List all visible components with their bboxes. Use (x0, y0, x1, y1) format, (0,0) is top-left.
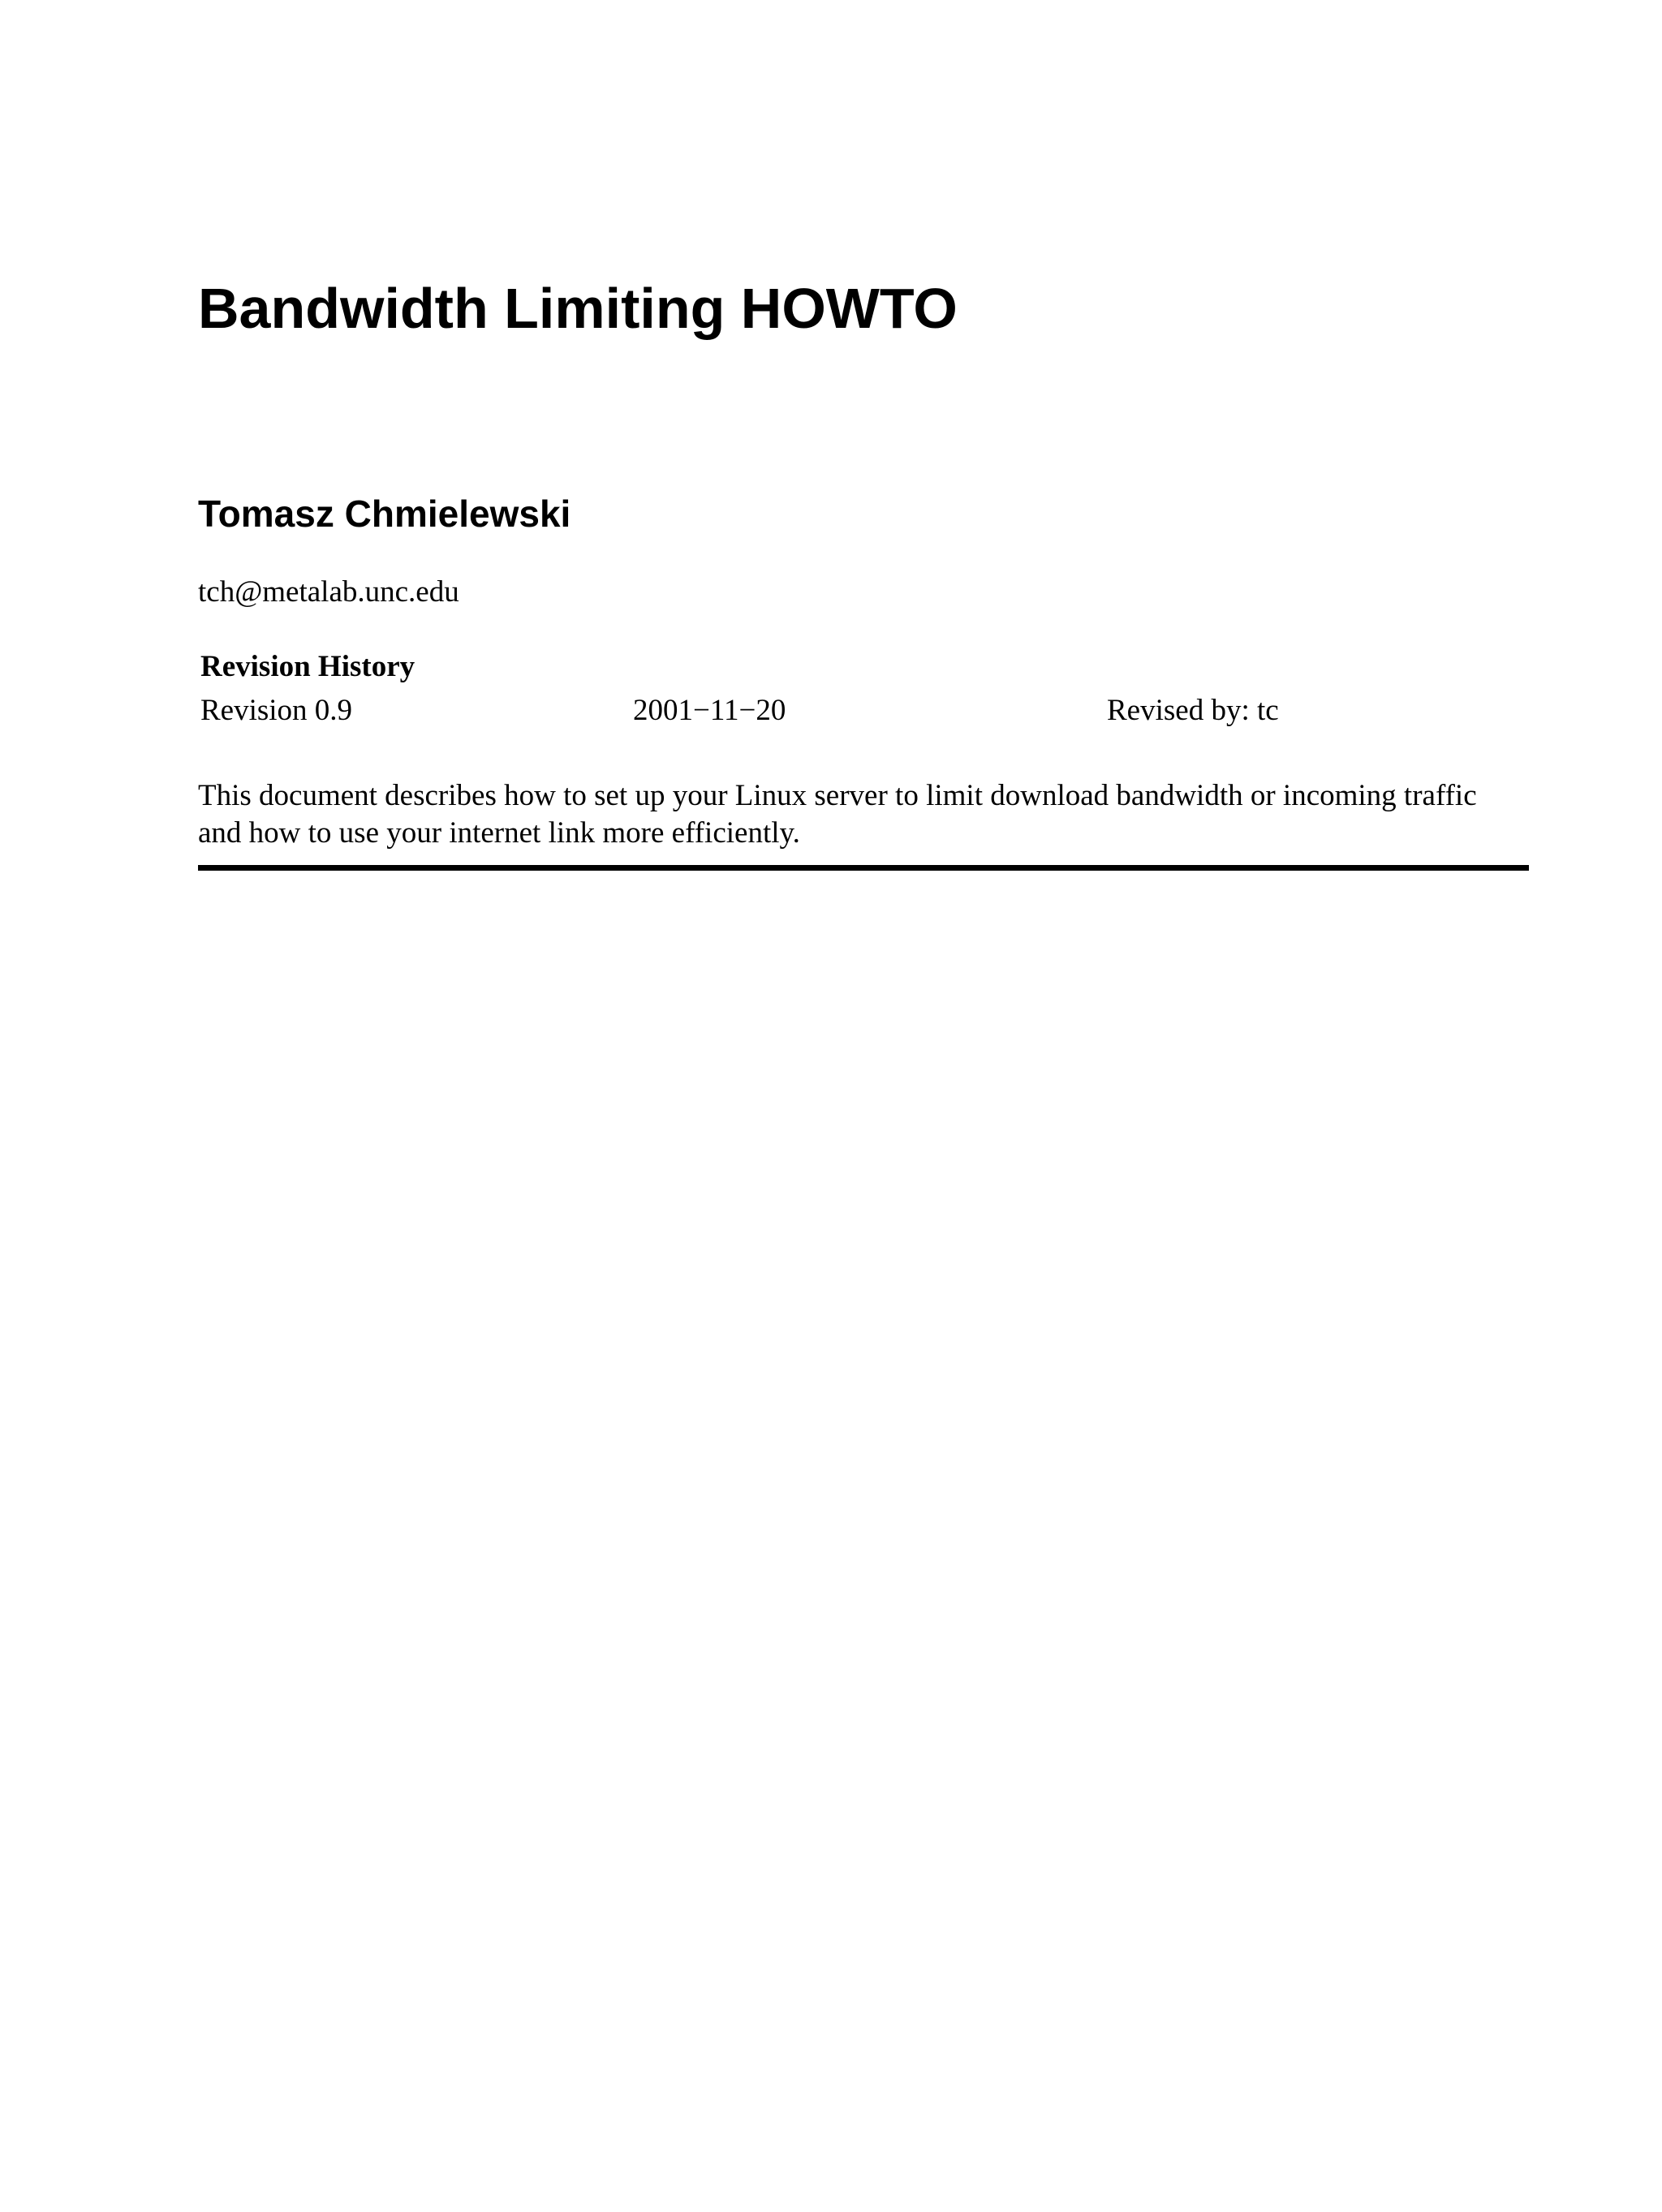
revised-by: Revised by: tc (1107, 694, 1279, 727)
revision-history-row (0, 693, 1662, 734)
revision-date: 2001−11−20 (633, 694, 786, 727)
author-email: tch@metalab.unc.edu (198, 575, 459, 609)
horizontal-rule (198, 865, 1529, 871)
revision-history-heading: Revision History (200, 650, 416, 683)
author-name: Tomasz Chmielewski (198, 493, 571, 535)
document-title: Bandwidth Limiting HOWTO (198, 277, 958, 340)
document-abstract: This document describes how to set up your Linux server to limit download bandwidth or incoming traffic and how to use your internet link more efficiently. (198, 779, 1477, 850)
revision-number: Revision 0.9 (200, 694, 353, 727)
